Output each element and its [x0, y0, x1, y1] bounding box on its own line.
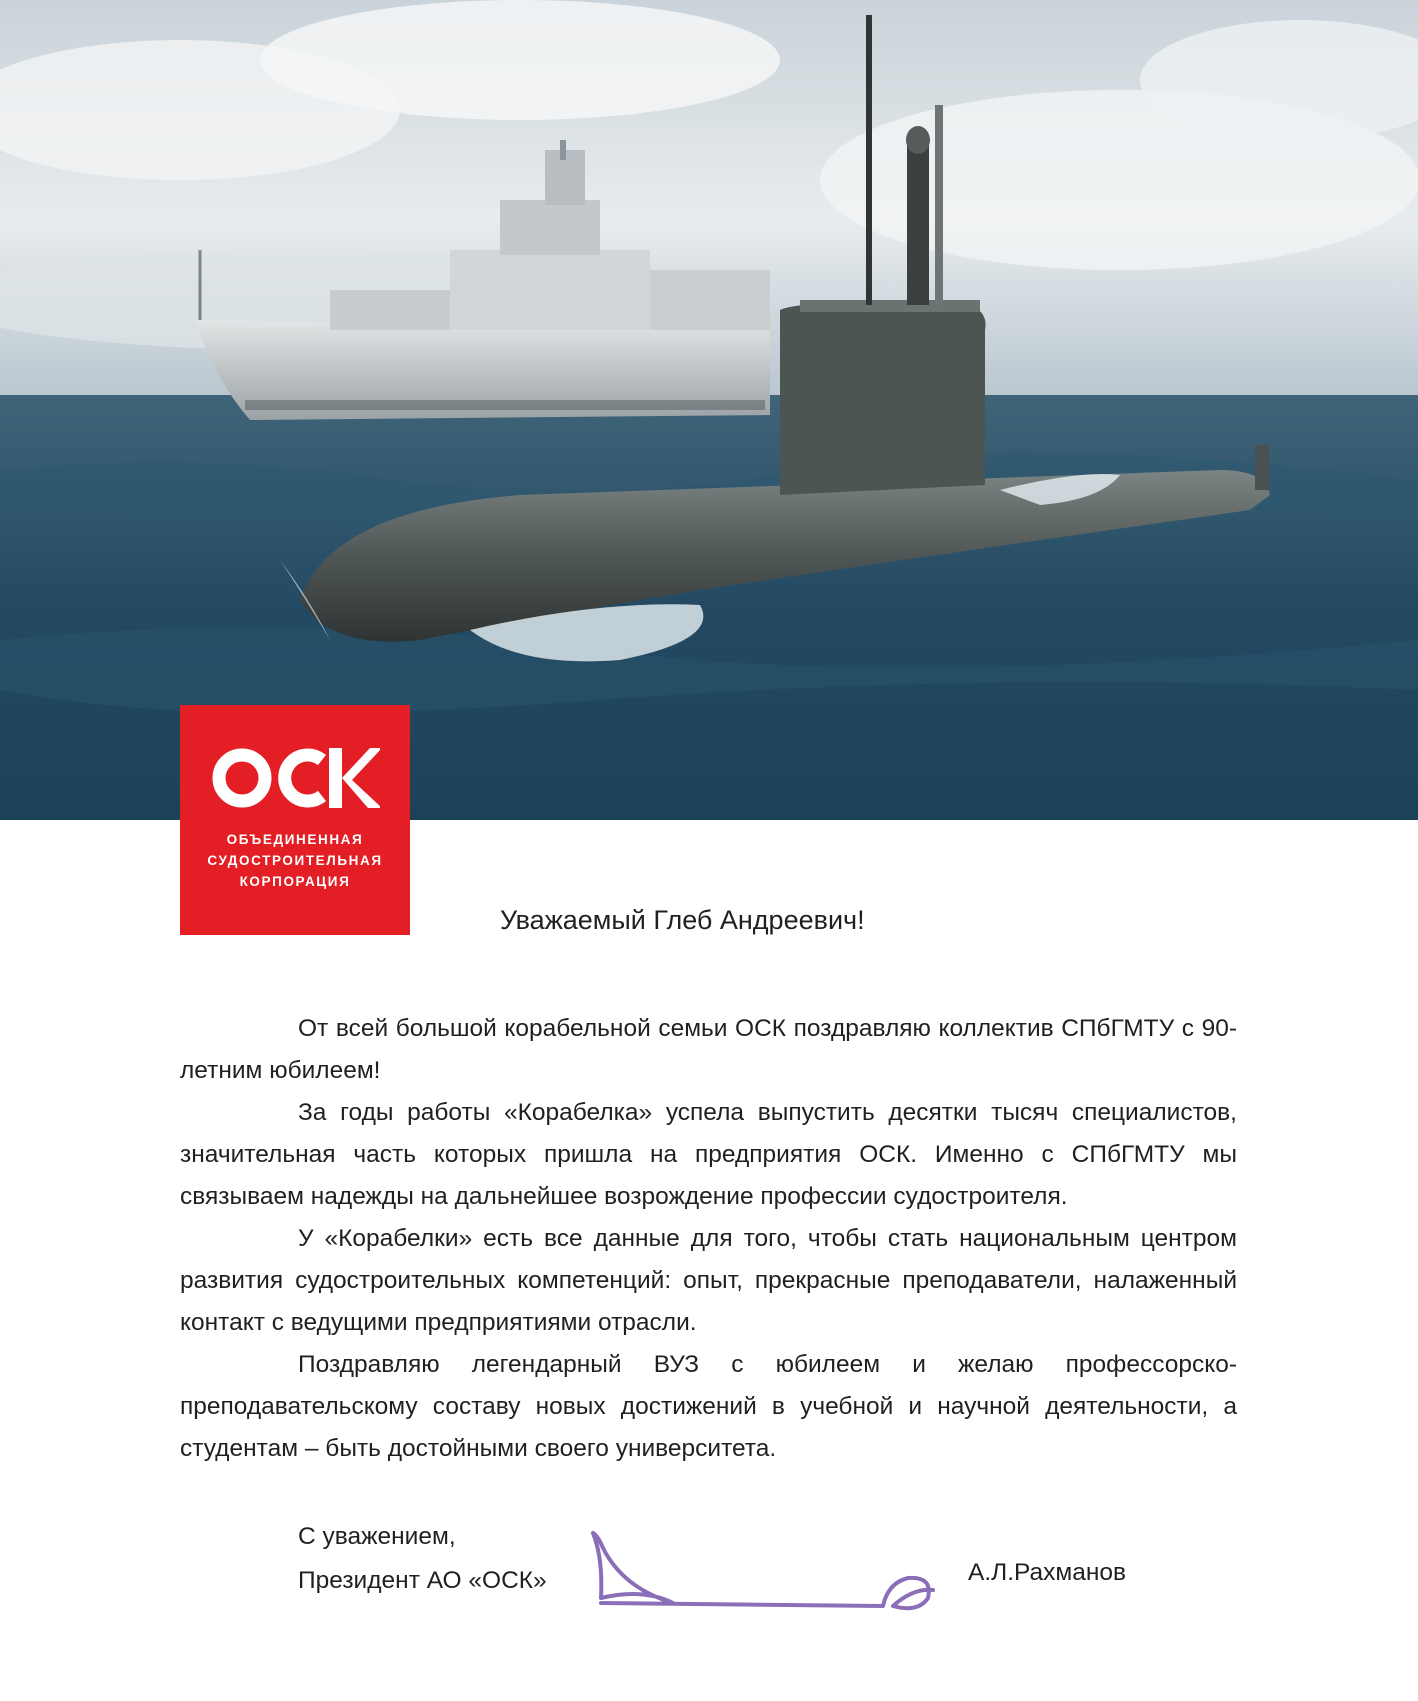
closing-regards: С уважением,	[298, 1523, 456, 1550]
closing-block	[298, 1515, 547, 1603]
salutation: Уважаемый Глеб Андреевич!	[500, 905, 865, 935]
logo-line-1: ОБЪЕДИНЕННАЯ	[226, 832, 364, 847]
paragraph-1: От всей большой корабельной семьи ОСК поздравляю коллектив СПбГМТУ с 90-летним юбилеем!	[180, 1015, 1237, 1084]
paragraph-2: За годы работы «Корабелка» успела выпустить десятки тысяч специалистов, значительная часть которых пришла на предприятия ОСК. Именно с СПбГМТУ мы связываем надежды на дальнейшее возрождение профессии судостроителя.	[180, 1099, 1237, 1210]
paragraph-4: Поздравляю легендарный ВУЗ с юбилеем и желаю профессорско-преподавательскому составу новых достижений в учебной и научной деятельности, а студентам – быть достойными своего университета.	[180, 1351, 1237, 1462]
signer-name: А.Л.Рахманов	[968, 1559, 1127, 1586]
osk-logo	[180, 705, 410, 935]
logo-line-3: КОРПОРАЦИЯ	[239, 874, 351, 889]
hero-photo	[0, 0, 1418, 820]
osk-logo-mark	[210, 743, 380, 813]
paragraph-3: У «Корабелки» есть все данные для того, чтобы стать национальным центром развития судостроительных компетенций: опыт, прекрасные преподаватели, налаженный контакт с ведущими предприятиями отрасли.	[180, 1225, 1237, 1336]
closing-position: Президент АО «ОСК»	[298, 1567, 547, 1594]
letter-body	[180, 1008, 1237, 1470]
logo-line-2: СУДОСТРОИТЕЛЬНАЯ	[207, 853, 383, 868]
warship-and-submarine-photo	[0, 0, 1418, 820]
handwritten-signature	[583, 1518, 943, 1628]
